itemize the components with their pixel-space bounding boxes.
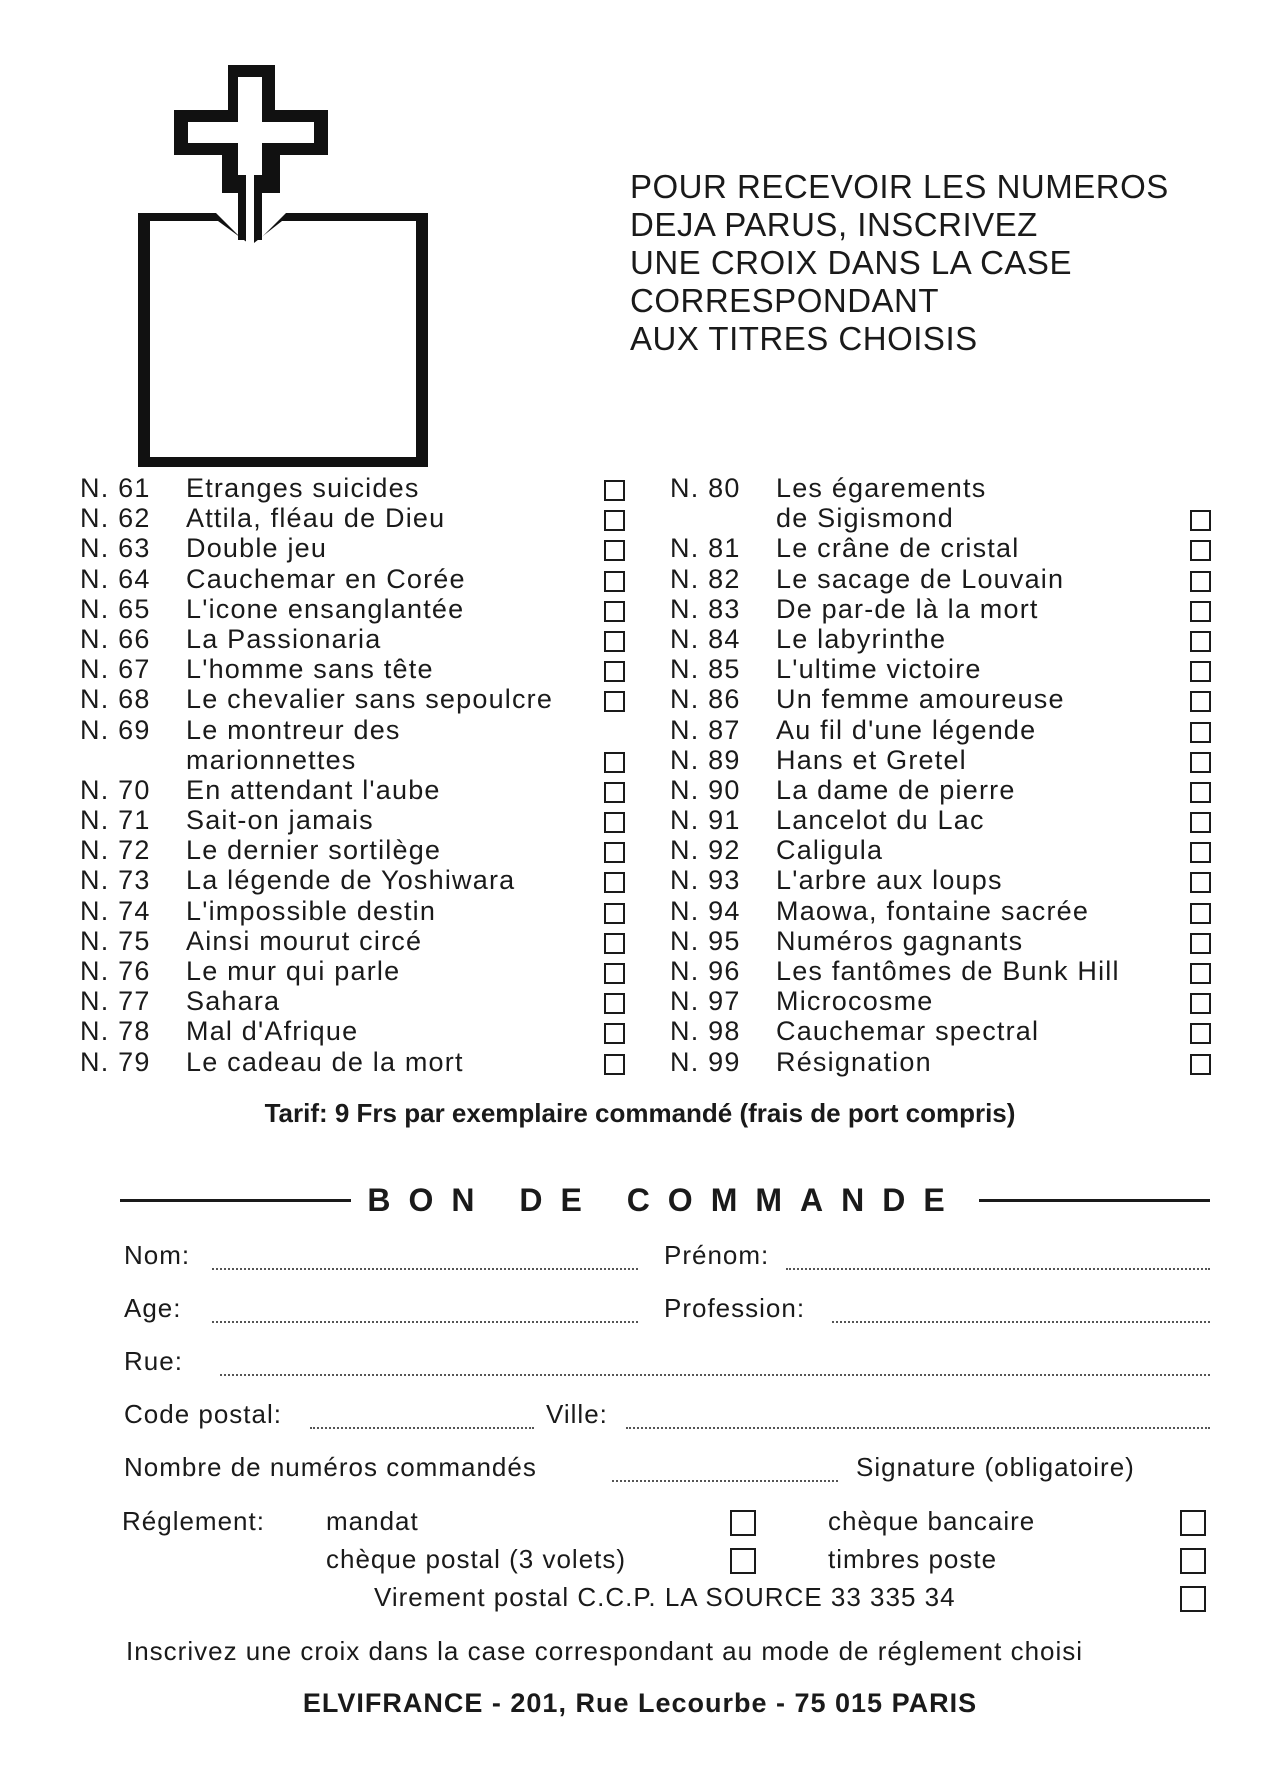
issue-checkbox[interactable] (604, 752, 625, 773)
cross-emblem-icon (110, 55, 510, 480)
issue-number: N. 93 (670, 865, 741, 896)
issue-checkbox[interactable] (604, 812, 625, 833)
issue-title: Le labyrinthe (776, 623, 947, 654)
issue-row (670, 624, 1230, 654)
issue-checkbox[interactable] (604, 571, 625, 592)
issue-title: De par-de là la mort (776, 593, 1039, 624)
nom-field[interactable] (212, 1268, 638, 1270)
issue-row (80, 624, 640, 654)
issue-row (80, 715, 640, 745)
issue-number: N. 89 (670, 744, 741, 775)
intro-line: AUX TITRES CHOISIS (630, 320, 978, 357)
instruction-text: Inscrivez une croix dans la case correspondant au mode de réglement choisi (126, 1636, 1084, 1666)
issue-row (80, 926, 640, 956)
issue-number: N. 80 (670, 473, 741, 503)
issue-number: N. 97 (670, 986, 741, 1017)
issue-title: Sahara (186, 986, 281, 1017)
timbres-checkbox[interactable] (1180, 1548, 1206, 1574)
issue-row (80, 896, 640, 926)
issue-number: N. 67 (80, 654, 151, 685)
issue-checkbox[interactable] (1190, 782, 1211, 803)
issue-row (670, 533, 1230, 563)
issue-number: N. 65 (80, 593, 151, 624)
issue-row (670, 775, 1230, 805)
issue-title: Le crâne de cristal (776, 533, 1020, 564)
issue-checkbox[interactable] (1190, 963, 1211, 984)
issue-title: Maowa, fontaine sacrée (776, 895, 1090, 926)
issue-checkbox[interactable] (604, 1023, 625, 1044)
issue-number: N. 94 (670, 895, 741, 926)
issue-row (670, 654, 1230, 684)
issue-number: N. 74 (80, 895, 151, 926)
issue-row (80, 503, 640, 533)
rue-label: Rue: (124, 1346, 183, 1376)
issue-checkbox[interactable] (604, 933, 625, 954)
prenom-label: Prénom: (664, 1240, 770, 1270)
intro-text (630, 168, 1169, 358)
issue-number: N. 73 (80, 865, 151, 896)
issue-row (670, 986, 1230, 1016)
issue-number: N. 77 (80, 986, 151, 1017)
issue-row (80, 986, 640, 1016)
cheque-bancaire-label: chèque bancaire (828, 1506, 1036, 1536)
issue-number: N. 68 (80, 684, 151, 715)
issue-title: Lancelot du Lac (776, 805, 985, 836)
issues-list-left (80, 473, 640, 1077)
heading-rule-left (120, 1199, 351, 1202)
cheque-bancaire-checkbox[interactable] (1180, 1510, 1206, 1536)
issue-title: Etranges suicides (186, 473, 420, 503)
issue-row (80, 473, 640, 503)
issue-title: Le chevalier sans sepoulcre (186, 684, 554, 715)
issue-row (670, 1016, 1230, 1046)
issue-title: marionnettes (186, 744, 357, 775)
issue-number: N. 92 (670, 835, 741, 866)
issue-checkbox[interactable] (1190, 631, 1211, 652)
issue-checkbox[interactable] (604, 963, 625, 984)
issue-checkbox[interactable] (1190, 872, 1211, 893)
issue-checkbox[interactable] (1190, 722, 1211, 743)
issue-title: Sait-on jamais (186, 805, 374, 836)
issue-row (80, 805, 640, 835)
issue-title: L'icone ensanglantée (186, 593, 465, 624)
issue-title: Le montreur des (186, 714, 401, 745)
issue-row (80, 1016, 640, 1046)
issue-checkbox[interactable] (1190, 1054, 1211, 1075)
issue-row (670, 956, 1230, 986)
issue-number: N. 84 (670, 623, 741, 654)
issue-number: N. 75 (80, 925, 151, 956)
issues-list-right (670, 473, 1230, 1077)
issue-checkbox[interactable] (604, 691, 625, 712)
order-form-heading (120, 1182, 1210, 1219)
issue-row (670, 503, 1230, 533)
ville-label: Ville: (546, 1399, 608, 1429)
publisher-address: ELVIFRANCE - 201, Rue Lecourbe - 75 015 PARIS (302, 1688, 978, 1718)
intro-line: DEJA PARUS, INSCRIVEZ (630, 206, 1038, 243)
issue-row (80, 533, 640, 563)
issue-title: Attila, fléau de Dieu (186, 503, 446, 534)
issue-number: N. 85 (670, 654, 741, 685)
issue-row (80, 835, 640, 865)
issue-checkbox[interactable] (1190, 691, 1211, 712)
issue-checkbox[interactable] (1190, 510, 1211, 531)
age-label: Age: (124, 1293, 182, 1323)
issue-checkbox[interactable] (1190, 601, 1211, 622)
issue-number: N. 61 (80, 473, 151, 503)
issue-title: La dame de pierre (776, 774, 1016, 805)
issue-title: L'homme sans tête (186, 654, 434, 685)
issue-number: N. 86 (670, 684, 741, 715)
heading-rule-right (979, 1199, 1210, 1202)
issue-title: La légende de Yoshiwara (186, 865, 516, 896)
issue-checkbox[interactable] (1190, 903, 1211, 924)
intro-line: CORRESPONDANT (630, 282, 940, 319)
issue-checkbox[interactable] (1190, 933, 1211, 954)
issue-title: L'impossible destin (186, 895, 437, 926)
issue-checkbox[interactable] (1190, 752, 1211, 773)
issue-row (670, 594, 1230, 624)
issue-number: N. 83 (670, 593, 741, 624)
profession-label: Profession: (664, 1293, 806, 1323)
issue-checkbox[interactable] (1190, 812, 1211, 833)
mandat-checkbox[interactable] (730, 1510, 756, 1536)
issue-checkbox[interactable] (604, 903, 625, 924)
issue-row (670, 1047, 1230, 1077)
issue-number: N. 82 (670, 563, 741, 594)
cheque-postal-checkbox[interactable] (730, 1548, 756, 1574)
issue-row (80, 1047, 640, 1077)
issue-row (670, 865, 1230, 895)
signature-label: Signature (obligatoire) (856, 1452, 1135, 1482)
issue-title: Les fantômes de Bunk Hill (776, 956, 1120, 986)
issue-row (80, 564, 640, 594)
issue-checkbox[interactable] (1190, 540, 1211, 561)
issue-number: N. 71 (80, 805, 151, 836)
issue-number: N. 99 (670, 1046, 741, 1077)
issue-checkbox[interactable] (604, 842, 625, 863)
issue-title: Microcosme (776, 986, 934, 1017)
nombre-field[interactable] (612, 1480, 838, 1482)
issue-checkbox[interactable] (604, 480, 625, 501)
issue-number: N. 96 (670, 956, 741, 986)
nom-label: Nom: (124, 1240, 191, 1270)
issue-checkbox[interactable] (1190, 661, 1211, 682)
issue-row (80, 745, 640, 775)
nombre-label: Nombre de numéros commandés (124, 1452, 537, 1482)
issue-title: Cauchemar spectral (776, 1016, 1040, 1047)
issue-title: Le sacage de Louvain (776, 563, 1065, 594)
issue-title: Cauchemar en Corée (186, 563, 466, 594)
issue-number: N. 76 (80, 956, 151, 986)
issue-row (670, 745, 1230, 775)
issue-title: Hans et Gretel (776, 744, 967, 775)
issue-row (80, 956, 640, 986)
issue-number: N. 79 (80, 1046, 151, 1077)
issue-checkbox[interactable] (604, 631, 625, 652)
issue-title: Le mur qui parle (186, 956, 401, 986)
issue-checkbox[interactable] (604, 782, 625, 803)
issue-number: N. 62 (80, 503, 151, 534)
issue-title: La Passionaria (186, 623, 382, 654)
tarif-text: Tarif: 9 Frs par exemplaire commandé (frais de port compris) (264, 1098, 1016, 1128)
issue-number: N. 87 (670, 714, 741, 745)
issue-checkbox[interactable] (1190, 842, 1211, 863)
issue-title: Le cadeau de la mort (186, 1046, 464, 1077)
issue-row (80, 865, 640, 895)
issue-title: Résignation (776, 1046, 932, 1077)
issue-number: N. 95 (670, 925, 741, 956)
mandat-label: mandat (326, 1506, 419, 1536)
age-field[interactable] (212, 1321, 638, 1323)
issue-row (670, 564, 1230, 594)
issue-checkbox[interactable] (1190, 993, 1211, 1014)
issue-checkbox[interactable] (604, 540, 625, 561)
order-form-title: BON DE COMMANDE (367, 1182, 963, 1218)
prenom-field[interactable] (786, 1268, 1210, 1270)
issue-title: Double jeu (186, 533, 328, 564)
issue-checkbox[interactable] (604, 601, 625, 622)
issue-number: N. 63 (80, 533, 151, 564)
issue-number: N. 90 (670, 774, 741, 805)
issue-number: N. 91 (670, 805, 741, 836)
issue-row (670, 896, 1230, 926)
issue-row (80, 654, 640, 684)
issue-row (670, 684, 1230, 714)
issue-row (670, 715, 1230, 745)
issue-title: L'ultime victoire (776, 654, 982, 685)
issue-checkbox[interactable] (604, 872, 625, 893)
intro-line: UNE CROIX DANS LA CASE (630, 244, 1072, 281)
issue-checkbox[interactable] (604, 661, 625, 682)
issue-title: Un femme amoureuse (776, 684, 1065, 715)
issue-number: N. 81 (670, 533, 741, 564)
issue-title: Les égarements (776, 473, 987, 503)
issue-number: N. 70 (80, 774, 151, 805)
issue-checkbox[interactable] (1190, 571, 1211, 592)
issue-title: de Sigismond (776, 503, 954, 534)
issue-title: L'arbre aux loups (776, 865, 1003, 896)
virement-label: Virement postal C.C.P. LA SOURCE 33 335 34 (374, 1582, 956, 1612)
ville-field[interactable] (626, 1427, 1210, 1429)
issue-row (670, 473, 1230, 503)
virement-checkbox[interactable] (1180, 1586, 1206, 1612)
profession-field[interactable] (832, 1321, 1210, 1323)
issue-title: Mal d'Afrique (186, 1016, 359, 1047)
issue-title: Numéros gagnants (776, 925, 1024, 956)
issue-row (670, 835, 1230, 865)
issue-title: Ainsi mourut circé (186, 925, 423, 956)
issue-number: N. 69 (80, 714, 151, 745)
timbres-label: timbres poste (828, 1544, 998, 1574)
issue-row (670, 926, 1230, 956)
issue-title: Caligula (776, 835, 884, 866)
rue-field[interactable] (220, 1374, 1210, 1376)
issue-checkbox[interactable] (604, 510, 625, 531)
issue-row (670, 805, 1230, 835)
issue-number: N. 98 (670, 1016, 741, 1047)
issue-checkbox[interactable] (604, 993, 625, 1014)
issue-row (80, 775, 640, 805)
issue-checkbox[interactable] (604, 1054, 625, 1075)
issue-checkbox[interactable] (1190, 1023, 1211, 1044)
issue-row (80, 684, 640, 714)
intro-line: POUR RECEVOIR LES NUMEROS (630, 168, 1169, 205)
issue-title: En attendant l'aube (186, 774, 441, 805)
issue-number: N. 66 (80, 623, 151, 654)
cheque-postal-label: chèque postal (3 volets) (326, 1544, 627, 1574)
issue-number: N. 72 (80, 835, 151, 866)
code-postal-label: Code postal: (124, 1399, 282, 1429)
reglement-label: Réglement: (122, 1506, 265, 1536)
issue-row (80, 594, 640, 624)
issue-number: N. 64 (80, 563, 151, 594)
issue-number: N. 78 (80, 1016, 151, 1047)
issue-title: Au fil d'une légende (776, 714, 1037, 745)
code-postal-field[interactable] (310, 1427, 534, 1429)
issue-title: Le dernier sortilège (186, 835, 442, 866)
